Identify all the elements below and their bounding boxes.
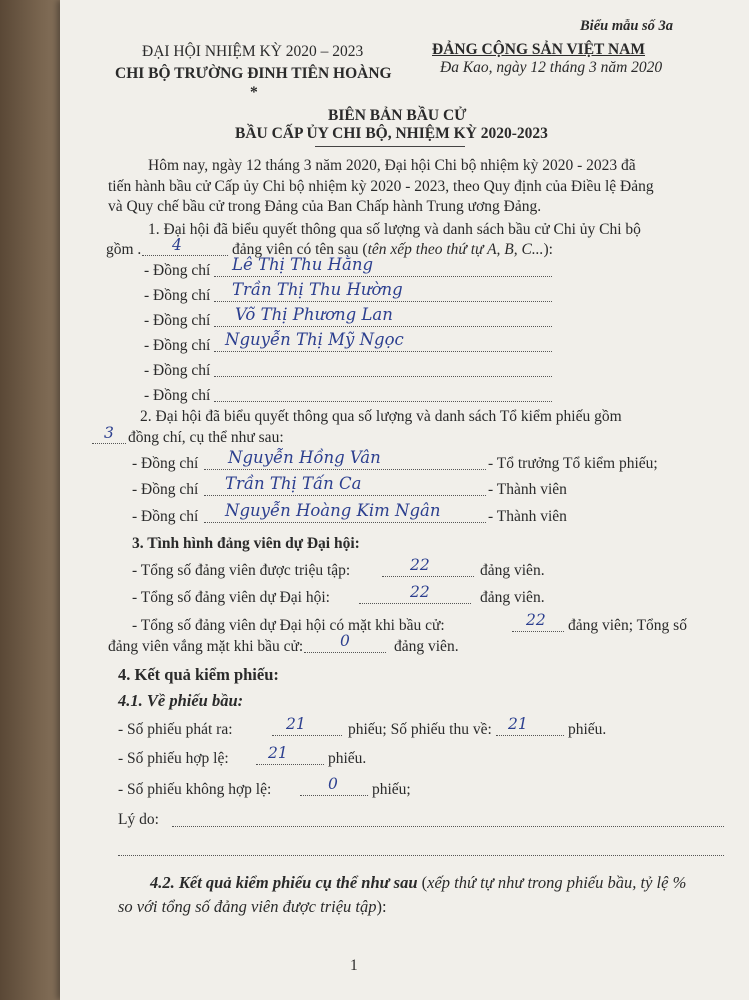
reason-label: Lý do: [118,811,159,828]
absent-label: đảng viên vắng mặt khi bầu cử: [108,638,304,655]
present-label: - Tổng số đảng viên dự Đại hội có mặt khi bầu cử: [132,617,445,634]
intro-line-1: Hôm nay, ngày 12 tháng 3 năm 2020, Đại hội Chi bộ nhiệm kỳ 2020 - 2023 đã [148,157,636,174]
comrade-label: - Đồng chí [132,508,199,525]
section-42-bold: 4.2. Kết quả kiểm phiếu cụ thể như sau [150,873,418,892]
section-1-line-1: 1. Đại hội đã biểu quyết thông qua số lượng và danh sách bầu cử Chi ủy Chi bộ [148,221,641,238]
counter-blank [204,495,486,496]
invalid-label: - Số phiếu không hợp lệ: [118,781,272,798]
valid-label: - Số phiếu hợp lệ: [118,750,229,767]
unit-label: đảng viên. [480,562,545,579]
intro-line-3: và Quy chế bầu cử trong Đảng của Ban Chấp hành Trung ương Đảng. [108,198,542,215]
counter-role: - Thành viên [488,508,567,525]
doc-subtitle: BẦU CẤP ỦY CHI BỘ, NHIỆM KỲ 2020-2023 [235,125,548,142]
valid-value: 21 [268,744,288,762]
section-42-close: ): [376,897,387,916]
unit-label: phiếu. [328,750,367,767]
candidate-count: 4 [172,236,182,254]
section-1-after: đảng viên có tên sau ( [232,241,368,258]
attending-value: 22 [410,583,430,601]
form-number: Biểu mẫu số 3a [580,18,674,34]
candidate-blank [214,301,552,302]
section-1-italic: tên xếp theo thứ tự A, B, C... [367,241,544,258]
candidate-name: Trần Thị Thu Hường [232,280,403,299]
counter-role: - Thành viên [488,481,567,498]
document-page [60,0,749,1000]
unit-label: phiếu. [568,721,607,738]
candidate-name: Nguyễn Thị Mỹ Ngọc [225,330,404,349]
counter-role: - Tổ trưởng Tổ kiểm phiếu; [488,455,658,472]
candidate-blank [214,376,552,377]
issued-blank [272,735,342,736]
intro-line-2: tiến hành bầu cử Cấp ủy Chi bộ nhiệm kỳ 2020 - 2023, theo Quy định của Điều lệ Đảng [108,178,654,195]
candidate-blank [214,351,552,352]
doc-title: BIÊN BẢN BẦU CỬ [328,107,467,124]
comrade-label: - Đồng chí [144,312,211,329]
section-41-title: 4.1. Về phiếu bầu: [118,691,244,710]
attending-label: - Tổng số đảng viên dự Đại hội: [132,589,330,606]
issued-value: 21 [286,715,306,733]
valid-blank [256,764,324,765]
unit-label: đảng viên. [480,589,545,606]
counter-name: Nguyễn Hồng Vân [228,448,381,467]
absent-value: 0 [340,632,350,650]
count-blank [142,255,228,256]
summoned-label: - Tổng số đảng viên được triệu tập: [132,562,351,579]
collected-blank [496,735,564,736]
invalid-value: 0 [328,775,338,793]
comrade-label: - Đồng chí [144,287,211,304]
present-after: đảng viên; Tổng số [568,617,687,634]
section-42-italic-2: so với tổng số đảng viên được triệu tập [118,897,377,916]
counter-count-blank [92,443,126,444]
unit-label: đảng viên. [394,638,459,655]
header-branch: CHI BỘ TRƯỜNG ĐINH TIÊN HOÀNG [115,65,392,82]
candidate-blank [214,276,552,277]
header-congress: ĐẠI HỘI NHIỆM KỲ 2020 – 2023 [142,43,364,60]
title-underline [315,146,465,147]
comrade-label: - Đồng chí [144,337,211,354]
date-line: Đa Kao, ngày 12 tháng 3 năm 2020 [440,59,663,76]
counter-blank [204,469,486,470]
header-star: * [250,84,258,101]
section-42-open: ( [417,873,428,892]
section-1-gom: gồm . [106,241,142,258]
present-value: 22 [526,611,546,629]
page-number: 1 [350,957,358,974]
collected-value: 21 [508,715,528,733]
counter-name: Nguyễn Hoàng Kim Ngân [225,501,441,520]
collected-label: phiếu; Số phiếu thu về: [348,721,492,738]
reason-blank-2 [118,855,724,856]
comrade-label: - Đồng chí [144,362,211,379]
attending-blank [359,603,471,604]
comrade-label: - Đồng chí [144,387,211,404]
invalid-blank [300,795,368,796]
issued-label: - Số phiếu phát ra: [118,721,233,738]
candidate-blank [214,326,552,327]
section-4-title: 4. Kết quả kiểm phiếu: [118,665,279,684]
comrade-label: - Đồng chí [132,455,199,472]
counter-blank [204,522,486,523]
counter-count: 3 [104,424,114,442]
candidate-blank [214,401,552,402]
counter-name: Trần Thị Tấn Ca [225,474,362,493]
section-2-after: đồng chí, cụ thể như sau: [128,429,284,446]
summoned-blank [382,576,474,577]
candidate-name: Lê Thị Thu Hằng [232,255,374,274]
summoned-value: 22 [410,556,430,574]
comrade-label: - Đồng chí [144,262,211,279]
unit-label: phiếu; [372,781,411,798]
section-42-italic-1: xếp thứ tự như trong phiếu bầu, tỷ lệ % [427,873,687,892]
section-2-line-1: 2. Đại hội đã biểu quyết thông qua số lượng và danh sách Tổ kiểm phiếu gồm [140,408,622,425]
section-1-close: ): [543,241,553,258]
comrade-label: - Đồng chí [132,481,199,498]
absent-blank [304,652,386,653]
header-party: ĐẢNG CỘNG SẢN VIỆT NAM [432,41,646,58]
reason-blank [172,826,724,827]
section-3-title: 3. Tình hình đảng viên dự Đại hội: [132,535,360,552]
candidate-name: Võ Thị Phương Lan [235,305,393,324]
present-blank [512,631,564,632]
